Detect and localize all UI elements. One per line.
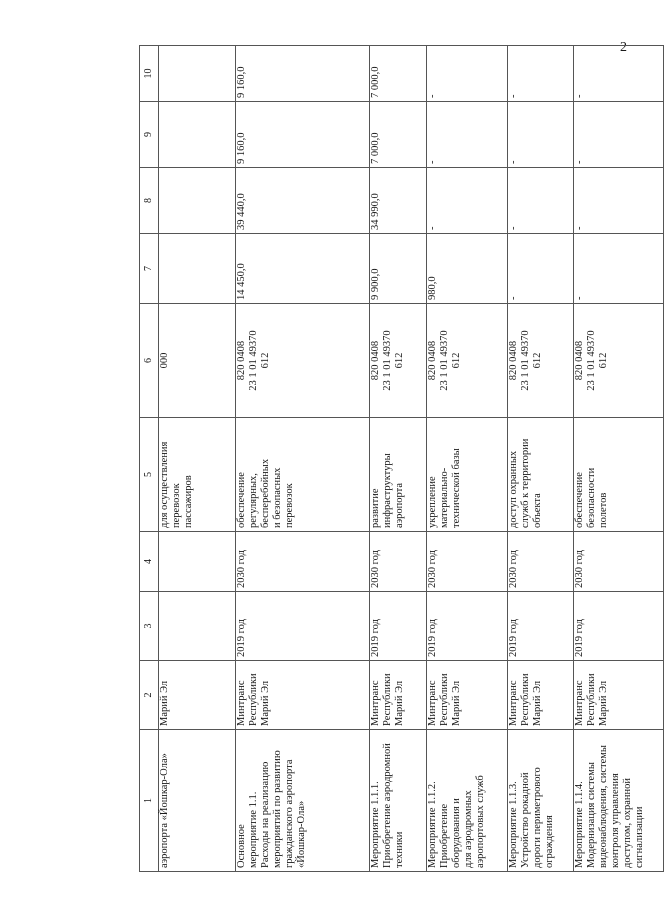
- cell-c1: [236, 730, 370, 872]
- cell-line: полетов: [598, 492, 610, 528]
- cell-line: 820 0408: [574, 340, 585, 381]
- cell-line: обеспечение: [236, 472, 247, 528]
- cell-c4: [508, 532, 574, 592]
- cell-c1: [427, 730, 508, 872]
- cell-c10: -: [574, 46, 664, 102]
- cell-line: Марий Эл: [159, 680, 170, 726]
- cell-line: Минтранс: [236, 680, 247, 726]
- cell-line: Марий Эл: [598, 680, 610, 726]
- cell-line: 820 0408: [508, 340, 519, 381]
- cell-c7: 9 900,0: [370, 234, 427, 304]
- cell-c7: -: [508, 234, 574, 304]
- table-row: [370, 46, 427, 872]
- table-row: [574, 46, 664, 872]
- cell-line: дороги периметрового: [532, 767, 544, 868]
- table-row: [159, 46, 236, 872]
- cell-line: Марий Эл: [394, 680, 406, 726]
- cell-line: Марий Эл: [260, 680, 272, 726]
- cell-c9: 9 160,0: [236, 102, 370, 168]
- cell-line: 2019 год: [508, 619, 519, 657]
- cell-line: безопасности: [586, 467, 598, 528]
- cell-line: 2019 год: [370, 619, 381, 657]
- cell-c9: -: [508, 102, 574, 168]
- cell-c3: [508, 592, 574, 661]
- cell-c2: [370, 661, 427, 730]
- cell-line: 2030 год: [370, 550, 381, 588]
- cell-line: 612: [598, 352, 610, 369]
- cell-c8: [159, 168, 236, 234]
- cell-line: 23 1 01 49370: [586, 330, 598, 391]
- cell-line: Приобретение: [439, 803, 451, 868]
- header-cell: 8: [140, 168, 159, 234]
- cell-c7: -: [574, 234, 664, 304]
- cell-line: инфраструктуры: [382, 453, 394, 528]
- cell-line: 612: [394, 352, 406, 369]
- cell-line: Минтранс: [427, 680, 438, 726]
- cell-line: Республики: [439, 673, 451, 726]
- cell-line: Республики: [520, 673, 532, 726]
- cell-c9: -: [574, 102, 664, 168]
- cell-line: аэропорта: [394, 482, 406, 528]
- cell-c2: [159, 661, 236, 730]
- cell-line: контроля управления: [610, 773, 622, 868]
- cell-line: 2030 год: [427, 550, 438, 588]
- header-cell: 1: [140, 730, 159, 872]
- cell-line: Мероприятие 1.1.3.: [508, 781, 519, 868]
- cell-line: 2030 год: [574, 550, 585, 588]
- cell-line: сигнализации: [634, 806, 646, 868]
- cell-c4: [236, 532, 370, 592]
- cell-line: видеонаблюдения, системы: [598, 745, 610, 868]
- cell-c3: [370, 592, 427, 661]
- cell-line: ограждения: [544, 815, 556, 868]
- cell-c8: -: [574, 168, 664, 234]
- cell-c7: [159, 234, 236, 304]
- cell-line: 2019 год: [236, 619, 247, 657]
- cell-c9: -: [427, 102, 508, 168]
- header-cell: 6: [140, 304, 159, 418]
- cell-c9: 7 000,0: [370, 102, 427, 168]
- cell-c2: [427, 661, 508, 730]
- cell-c3: [427, 592, 508, 661]
- header-cell: 7: [140, 234, 159, 304]
- cell-line: технической базы: [451, 448, 463, 528]
- header-cell: 2: [140, 661, 159, 730]
- cell-line: аэропортовых служб: [475, 775, 487, 868]
- cell-c7: 14 450,0: [236, 234, 370, 304]
- cell-c5: [236, 418, 370, 532]
- cell-line: Мероприятие 1.1.4.: [574, 781, 585, 868]
- cell-line: 2019 год: [574, 619, 585, 657]
- cell-line: материально-: [439, 467, 451, 528]
- cell-line: Республики: [248, 673, 260, 726]
- cell-line: Расходы на реализацию: [260, 761, 272, 868]
- cell-line: техники: [394, 831, 406, 868]
- cell-line: перевозок: [171, 483, 183, 528]
- cell-line: 820 0408: [370, 340, 381, 381]
- cell-c2: [236, 661, 370, 730]
- cell-c1: [159, 730, 236, 872]
- cell-line: 612: [532, 352, 544, 369]
- table-row: [427, 46, 508, 872]
- cell-c1: [574, 730, 664, 872]
- cell-line: 23 1 01 49370: [520, 330, 532, 391]
- cell-line: укрепление: [427, 476, 438, 528]
- cell-c5: [159, 418, 236, 532]
- cell-c5: [508, 418, 574, 532]
- cell-c6: [508, 304, 574, 418]
- cell-c10: [159, 46, 236, 102]
- cell-line: мероприятий по развитию: [272, 750, 284, 868]
- cell-line: доступ охранных: [508, 450, 519, 528]
- cell-c5: [427, 418, 508, 532]
- cell-line: Приобретение аэродромной: [382, 743, 394, 868]
- cell-c8: 34 990,0: [370, 168, 427, 234]
- cell-line: развитие: [370, 488, 381, 528]
- cell-line: оборудования и: [451, 798, 463, 868]
- cell-line: Минтранс: [574, 680, 585, 726]
- cell-c10: -: [508, 46, 574, 102]
- cell-c9: [159, 102, 236, 168]
- cell-line: служб к территории: [520, 438, 532, 528]
- cell-c6: [370, 304, 427, 418]
- cell-line: бесперебойных: [260, 458, 272, 528]
- cell-c1: [508, 730, 574, 872]
- cell-line: Минтранс: [508, 680, 519, 726]
- cell-line: для осуществления: [159, 441, 170, 528]
- cell-c1: [370, 730, 427, 872]
- cell-line: 820 0408: [236, 340, 247, 381]
- table-row: [508, 46, 574, 872]
- cell-line: Мероприятие 1.1.2.: [427, 781, 438, 868]
- cell-line: 2030 год: [508, 550, 519, 588]
- cell-c4: [159, 532, 236, 592]
- page-number: 2: [620, 40, 627, 55]
- cell-line: 23 1 01 49370: [382, 330, 394, 391]
- header-cell: 4: [140, 532, 159, 592]
- cell-c8: -: [508, 168, 574, 234]
- header-row: [140, 46, 159, 872]
- cell-c3: [159, 592, 236, 661]
- cell-c7: 980,0: [427, 234, 508, 304]
- cell-line: «Йошкар-Ола»: [296, 800, 308, 868]
- cell-line: доступом, охранной: [622, 777, 634, 868]
- cell-c10: 7 000,0: [370, 46, 427, 102]
- cell-line: Марий Эл: [451, 680, 463, 726]
- cell-c4: [427, 532, 508, 592]
- table-row: [236, 46, 370, 872]
- cell-c6: [159, 304, 236, 418]
- cell-line: 2019 год: [427, 619, 438, 657]
- cell-c5: [370, 418, 427, 532]
- cell-line: регулярных,: [248, 473, 260, 528]
- header-cell: 9: [140, 102, 159, 168]
- header-cell: 10: [140, 46, 159, 102]
- cell-c8: 39 440,0: [236, 168, 370, 234]
- cell-line: 612: [451, 352, 463, 369]
- cell-line: 612: [260, 352, 272, 369]
- cell-c3: [574, 592, 664, 661]
- cell-line: перевозок: [284, 483, 296, 528]
- cell-line: 23 1 01 49370: [439, 330, 451, 391]
- cell-c10: 9 160,0: [236, 46, 370, 102]
- cell-line: Республики: [586, 673, 598, 726]
- cell-c8: -: [427, 168, 508, 234]
- header-cell: 3: [140, 592, 159, 661]
- cell-line: аэропорта «Йошкар-Ола»: [159, 753, 170, 868]
- cell-line: для аэродромных: [463, 790, 475, 868]
- cell-c6: [574, 304, 664, 418]
- budget-table: [139, 45, 664, 872]
- cell-c10: -: [427, 46, 508, 102]
- cell-c6: [236, 304, 370, 418]
- table-body: [140, 46, 664, 872]
- cell-c4: [574, 532, 664, 592]
- cell-c2: [574, 661, 664, 730]
- cell-line: Республики: [382, 673, 394, 726]
- cell-line: 23 1 01 49370: [248, 330, 260, 391]
- cell-line: объекта: [532, 493, 544, 528]
- cell-line: мероприятие 1.1.: [248, 791, 260, 868]
- header-cell: 5: [140, 418, 159, 532]
- cell-line: Устройство рокадной: [520, 772, 532, 868]
- cell-line: 000: [159, 352, 170, 369]
- cell-line: Марий Эл: [532, 680, 544, 726]
- cell-line: пассажиров: [183, 475, 195, 528]
- cell-line: и безопасных: [272, 467, 284, 528]
- cell-line: Модернизация системы: [586, 762, 598, 868]
- cell-line: обеспечение: [574, 472, 585, 528]
- cell-c2: [508, 661, 574, 730]
- cell-c3: [236, 592, 370, 661]
- cell-c5: [574, 418, 664, 532]
- cell-line: 820 0408: [427, 340, 438, 381]
- cell-c6: [427, 304, 508, 418]
- cell-line: Минтранс: [370, 680, 381, 726]
- cell-line: Основное: [236, 824, 247, 868]
- cell-line: Мероприятие 1.1.1.: [370, 781, 381, 868]
- cell-c4: [370, 532, 427, 592]
- cell-line: гражданского аэропорта: [284, 759, 296, 868]
- cell-line: 2030 год: [236, 550, 247, 588]
